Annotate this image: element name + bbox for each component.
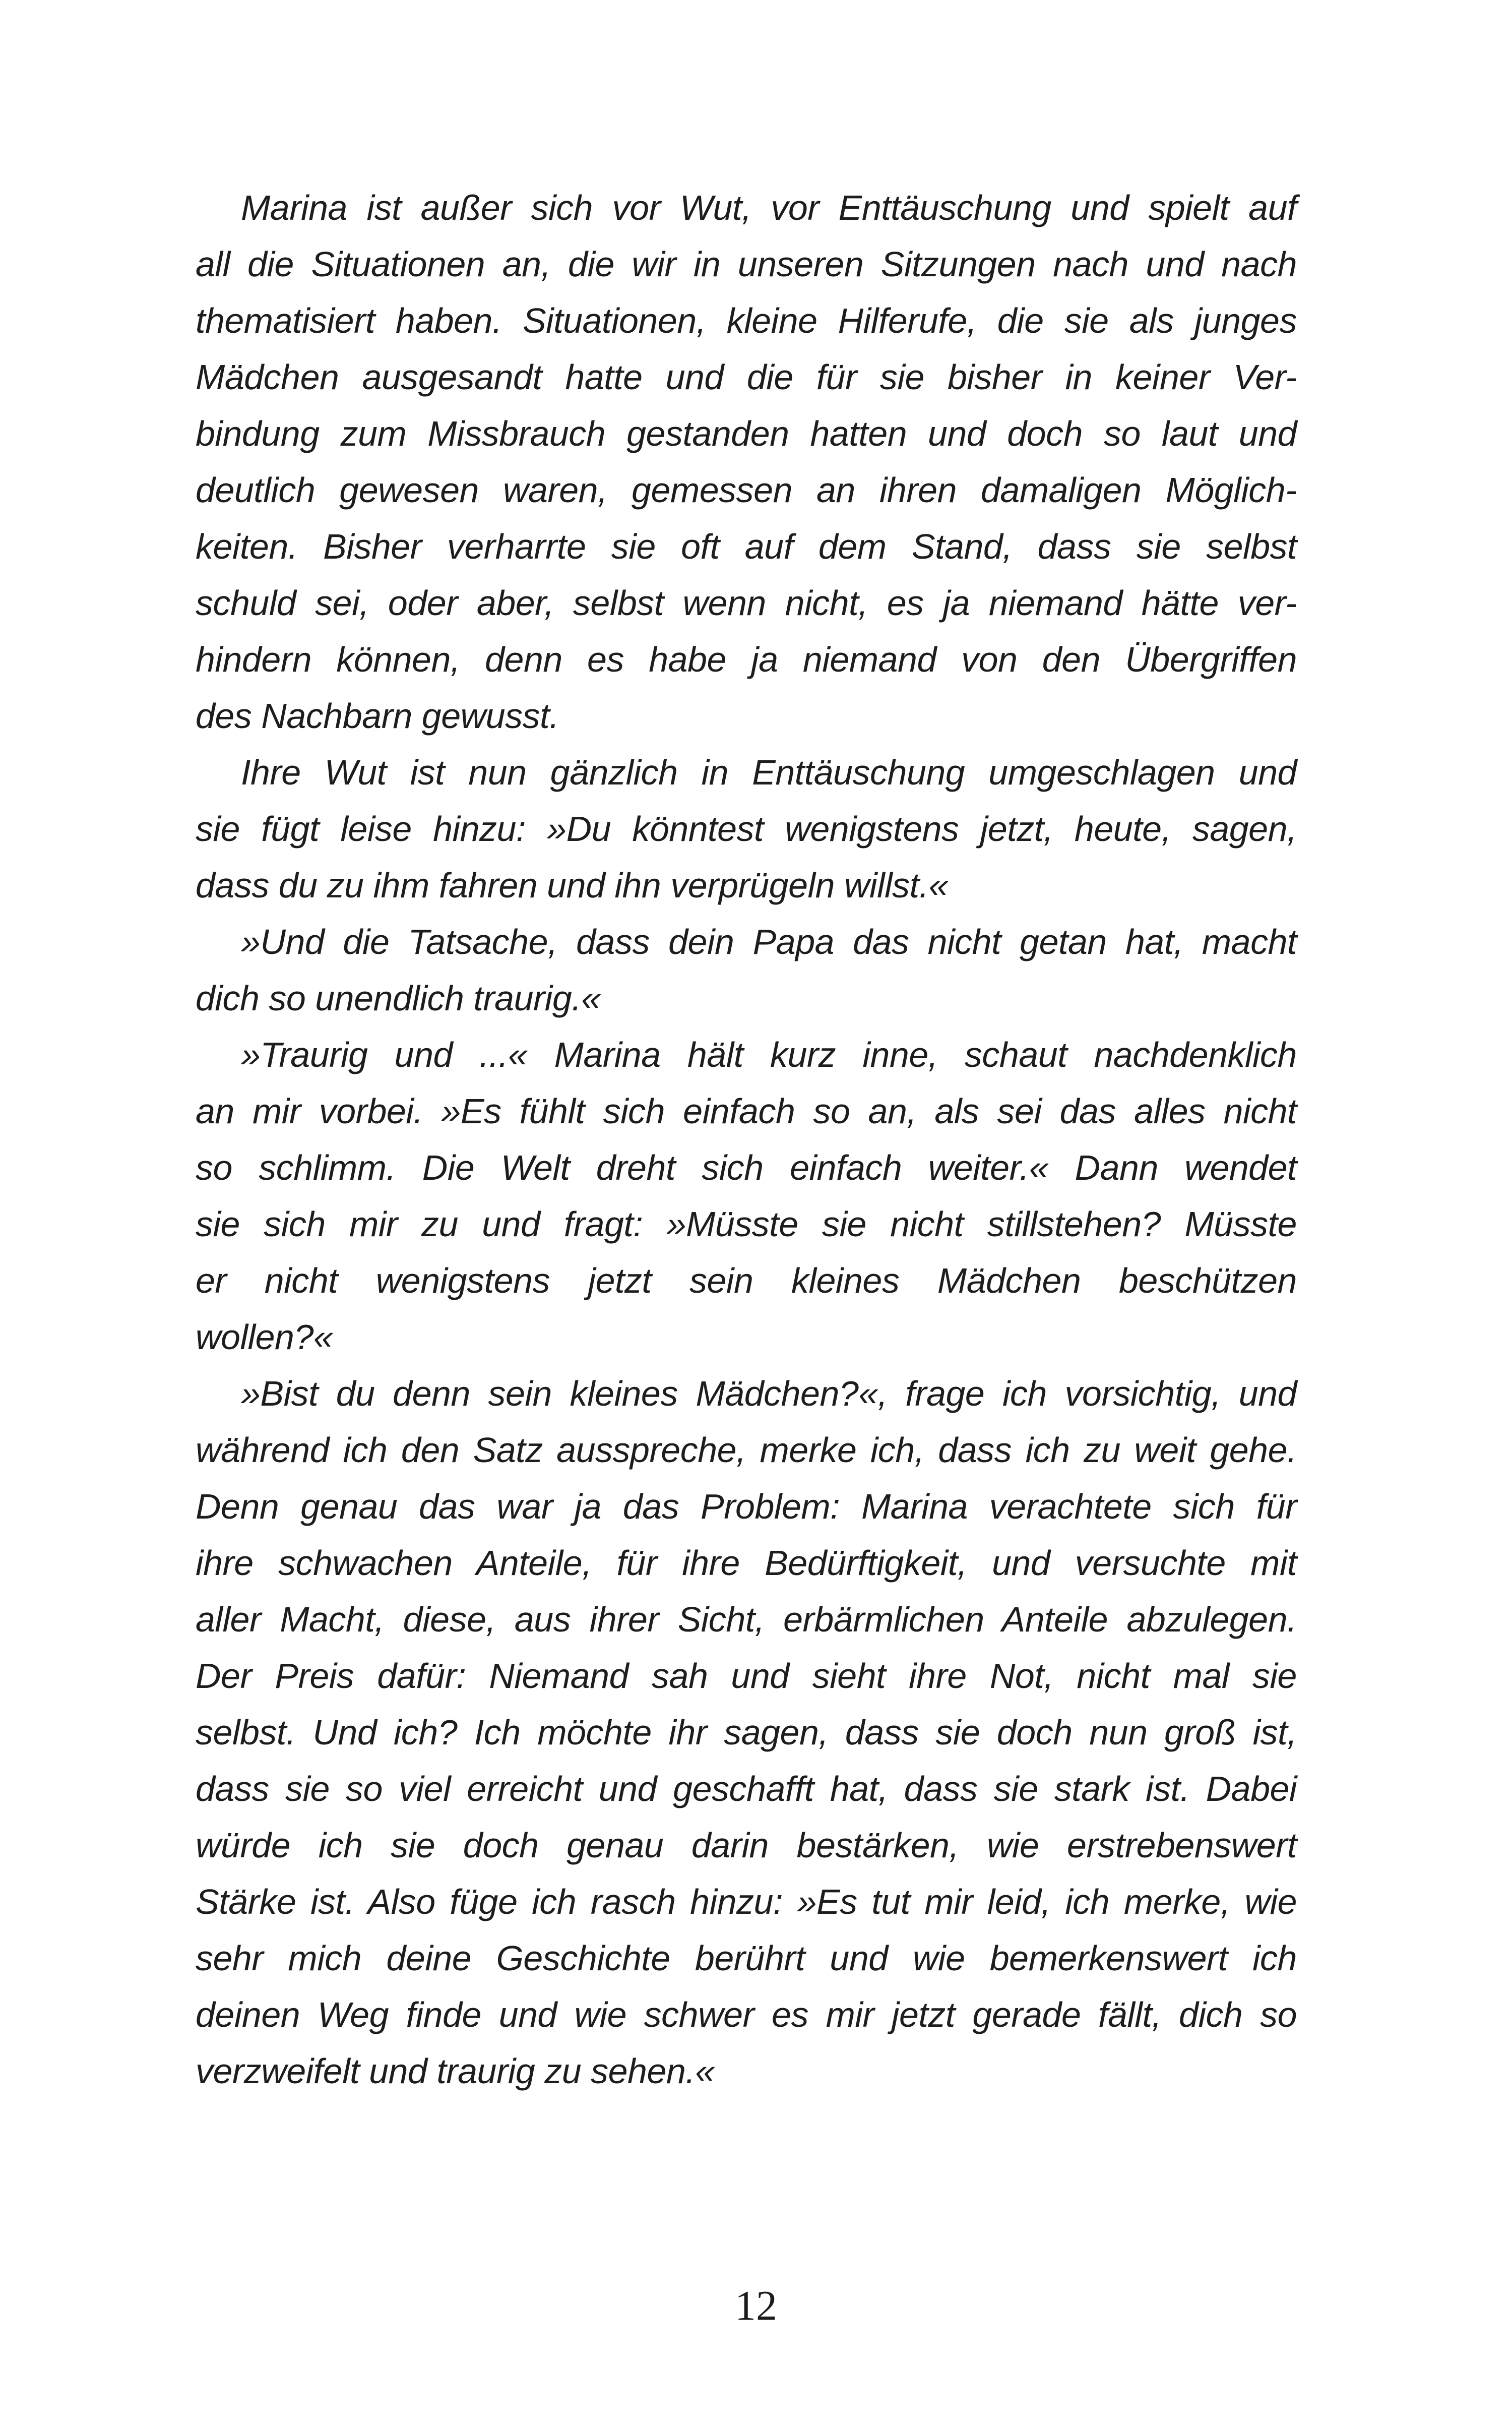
text-line: aller Macht, diese, aus ihrer Sicht, erbärmlichen Anteile abzulegen. — [196, 1600, 1297, 1639]
text-line: Mädchen ausgesandt hatte und die für sie bisher in keiner Ver- — [196, 357, 1297, 397]
text-line: keiten. Bisher verharrte sie oft auf dem Stand, dass sie selbst — [196, 527, 1297, 566]
text-line: all die Situationen an, die wir in unseren Sitzungen nach und nach — [196, 245, 1297, 284]
text-line: schuld sei, oder aber, selbst wenn nicht, es ja niemand hätte ver- — [196, 583, 1297, 623]
text-line: ihre schwachen Anteile, für ihre Bedürftigkeit, und versuchte mit — [196, 1543, 1297, 1583]
text-line: dich so unendlich traurig.« — [196, 979, 601, 1018]
text-line: Marina ist außer sich vor Wut, vor Enttäuschung und spielt auf — [241, 188, 1297, 227]
text-line: dass sie so viel erreicht und geschafft hat, dass sie stark ist. Dabei — [196, 1769, 1297, 1808]
text-line: Stärke ist. Also füge ich rasch hinzu: »Es tut mir leid, ich merke, wie — [196, 1882, 1297, 1921]
text-line: verzweifelt und traurig zu sehen.« — [196, 2051, 715, 2091]
text-line: thematisiert haben. Situationen, kleine Hilferufe, die sie als junges — [196, 301, 1297, 340]
page-number: 12 — [735, 2282, 777, 2329]
text-line: selbst. Und ich? Ich möchte ihr sagen, dass sie doch nun groß ist, — [196, 1713, 1297, 1752]
text-line: er nicht wenigstens jetzt sein kleines Mädchen beschützen — [196, 1261, 1297, 1300]
text-line: deinen Weg finde und wie schwer es mir jetzt gerade fällt, dich so — [196, 1995, 1297, 2034]
text-line: wollen?« — [196, 1317, 333, 1357]
text-line: an mir vorbei. »Es fühlt sich einfach so an, als sei das alles nicht — [196, 1092, 1297, 1131]
text-line: »Bist du denn sein kleines Mädchen?«, frage ich vorsichtig, und — [241, 1374, 1297, 1413]
text-line: während ich den Satz ausspreche, merke ich, dass ich zu weit gehe. — [196, 1430, 1297, 1470]
text-line: Der Preis dafür: Niemand sah und sieht ihre Not, nicht mal sie — [196, 1656, 1297, 1696]
body-text — [196, 179, 1297, 2099]
text-line: Ihre Wut ist nun gänzlich in Enttäuschung umgeschlagen und — [241, 753, 1297, 792]
text-line: deutlich gewesen waren, gemessen an ihren damaligen Möglich- — [196, 470, 1297, 510]
text-line: des Nachbarn gewusst. — [196, 696, 559, 736]
text-line: sie fügt leise hinzu: »Du könntest wenigstens jetzt, heute, sagen, — [196, 809, 1297, 849]
text-line: würde ich sie doch genau darin bestärken, wie erstrebenswert — [196, 1826, 1297, 1865]
text-line: dass du zu ihm fahren und ihn verprügeln willst.« — [196, 866, 949, 905]
text-line: so schlimm. Die Welt dreht sich einfach weiter.« Dann wendet — [196, 1148, 1297, 1187]
text-line: bindung zum Missbrauch gestanden hatten und doch so laut und — [196, 414, 1297, 453]
text-line: sehr mich deine Geschichte berührt und wie bemerkenswert ich — [196, 1939, 1297, 1978]
text-line: Denn genau das war ja das Problem: Marina verachtete sich für — [196, 1487, 1297, 1526]
text-line: hindern können, denn es habe ja niemand von den Übergriffen — [196, 640, 1297, 679]
text-line: sie sich mir zu und fragt: »Müsste sie nicht stillstehen? Müsste — [196, 1204, 1297, 1244]
text-line: »Traurig und ...« Marina hält kurz inne, schaut nachdenklich — [241, 1035, 1297, 1074]
text-line: »Und die Tatsache, dass dein Papa das nicht getan hat, macht — [241, 922, 1297, 961]
